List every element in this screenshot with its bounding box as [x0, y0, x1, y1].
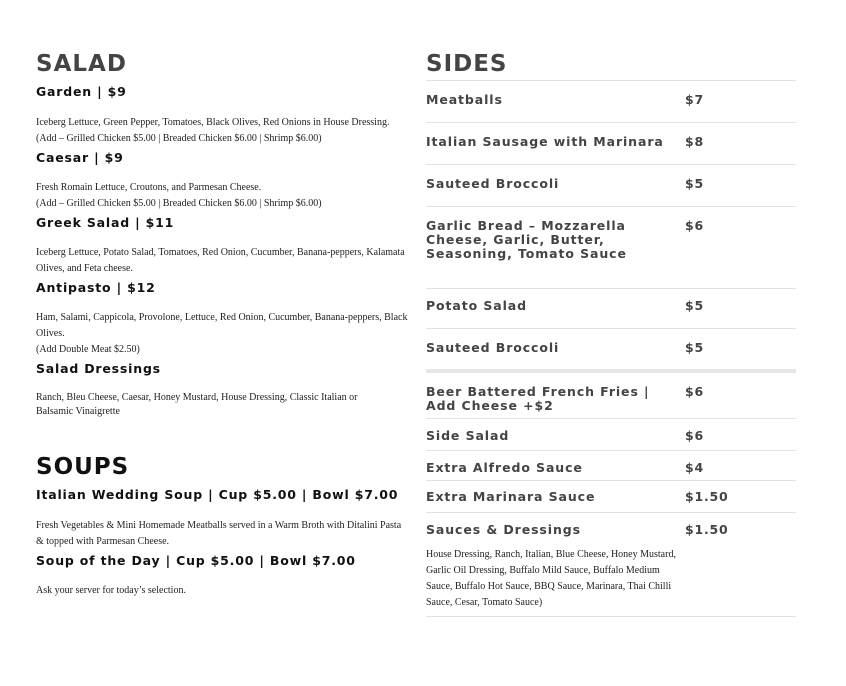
side-row: [426, 373, 796, 419]
item-name: Soup of the Day | Cup $5.00 | Bowl $7.00: [36, 553, 356, 568]
item-name: Salad Dressings: [36, 361, 161, 376]
side-name: Italian Sausage with Marinara: [426, 134, 664, 149]
menu-item-italian-wedding-soup: [36, 487, 408, 550]
desc-line: Iceberg Lettuce, Potato Salad, Tomatoes, Red Onion, Cucumber, Banana-peppers, Kalamata Olives, and Feta cheese.: [36, 247, 405, 274]
menu-item-caesar: [36, 150, 408, 212]
side-row-header: [426, 523, 796, 537]
menu-item-soup-of-the-day: [36, 553, 408, 599]
side-price: $6: [685, 218, 704, 233]
side-row: [426, 481, 796, 513]
desc-line: Ask your server for today’s selection.: [36, 585, 186, 596]
side-name: Garlic Bread – Mozzarella Cheese, Garlic, Butter, Seasoning, Tomato Sauce: [426, 218, 627, 261]
desc-line: (Add Double Meat $2.50): [36, 344, 140, 355]
side-price: $8: [685, 134, 704, 149]
item-description: [36, 310, 408, 358]
item-description: [36, 245, 408, 277]
side-name: Side Salad: [426, 428, 510, 443]
side-price: $4: [685, 460, 704, 475]
item-name: Antipasto | $12: [36, 280, 156, 295]
side-price: $6: [685, 428, 704, 443]
item-name: Italian Wedding Soup | Cup $5.00 | Bowl $7.00: [36, 487, 399, 502]
side-name: Beer Battered French Fries | Add Cheese +$2: [426, 384, 650, 413]
item-description: [36, 583, 408, 599]
item-description: [36, 518, 408, 550]
soups-section-title: SOUPS: [36, 454, 130, 480]
menu-item-antipasto: [36, 280, 408, 358]
left-column: [36, 50, 408, 601]
side-price: $6: [685, 384, 704, 399]
side-price: $1.50: [685, 522, 729, 537]
side-row: [426, 81, 796, 123]
menu-item-salad-dressings: [36, 361, 408, 419]
item-name: Caesar | $9: [36, 150, 124, 165]
right-column: [426, 50, 796, 617]
side-name: Potato Salad: [426, 298, 527, 313]
side-price: $5: [685, 298, 704, 313]
desc-line: (Add – Grilled Chicken $5.00 | Breaded Chicken $6.00 | Shrimp $6.00): [36, 133, 322, 144]
item-description: [36, 180, 408, 212]
side-price: $5: [685, 176, 704, 191]
desc-line: Fresh Vegetables & Mini Homemade Meatballs served in a Warm Broth with Ditalini Pasta & topped with Parmesan Cheese.: [36, 520, 402, 547]
side-row: [426, 289, 796, 329]
salad-section-title: SALAD: [36, 51, 127, 77]
side-row: [426, 123, 796, 165]
sides-list: [426, 80, 796, 617]
item-name: Greek Salad | $11: [36, 215, 175, 230]
item-description: [36, 115, 408, 147]
side-name: Extra Alfredo Sauce: [426, 460, 583, 475]
desc-line: (Add – Grilled Chicken $5.00 | Breaded Chicken $6.00 | Shrimp $6.00): [36, 198, 322, 209]
side-row: [426, 329, 796, 373]
desc-line: Fresh Romain Lettuce, Croutons, and Parmesan Cheese.: [36, 182, 262, 193]
item-name: Garden | $9: [36, 84, 127, 99]
side-price: $1.50: [685, 489, 729, 504]
side-name: Sauteed Broccoli: [426, 176, 560, 191]
side-name: Sauces & Dressings: [426, 522, 581, 537]
side-row-sauces: [426, 513, 796, 617]
sides-section-title: SIDES: [426, 51, 508, 77]
desc-line: Iceberg Lettuce, Green Pepper, Tomatoes, Black Olives, Red Onions in House Dressing.: [36, 117, 390, 128]
side-row: [426, 451, 796, 481]
side-row: [426, 165, 796, 207]
sauces-description: House Dressing, Ranch, Italian, Blue Cheese, Honey Mustard, Garlic Oil Dressing, Buffalo Mild Sauce, Buffalo Medium Sauce, Buffalo Hot Sauce, BBQ Sauce, Marinara, Thai Chilli Sauce, Cesar, Tomato Sauce): [426, 549, 676, 608]
menu-item-garden: [36, 84, 408, 147]
side-name: Sauteed Broccoli: [426, 340, 560, 355]
menu-item-greek-salad: [36, 215, 408, 277]
side-name: Meatballs: [426, 92, 503, 107]
side-row: [426, 419, 796, 451]
desc-line: Ranch, Bleu Cheese, Caesar, Honey Mustard, House Dressing, Classic Italian or Balsamic Vinaigrette: [36, 392, 358, 417]
side-name: Extra Marinara Sauce: [426, 489, 596, 504]
desc-line: Ham, Salami, Cappicola, Provolone, Lettuce, Red Onion, Cucumber, Banana-peppers, Black Olives.: [36, 312, 408, 339]
side-row: [426, 207, 796, 289]
item-description: [36, 391, 386, 419]
side-price: $5: [685, 340, 704, 355]
side-price: $7: [685, 92, 704, 107]
